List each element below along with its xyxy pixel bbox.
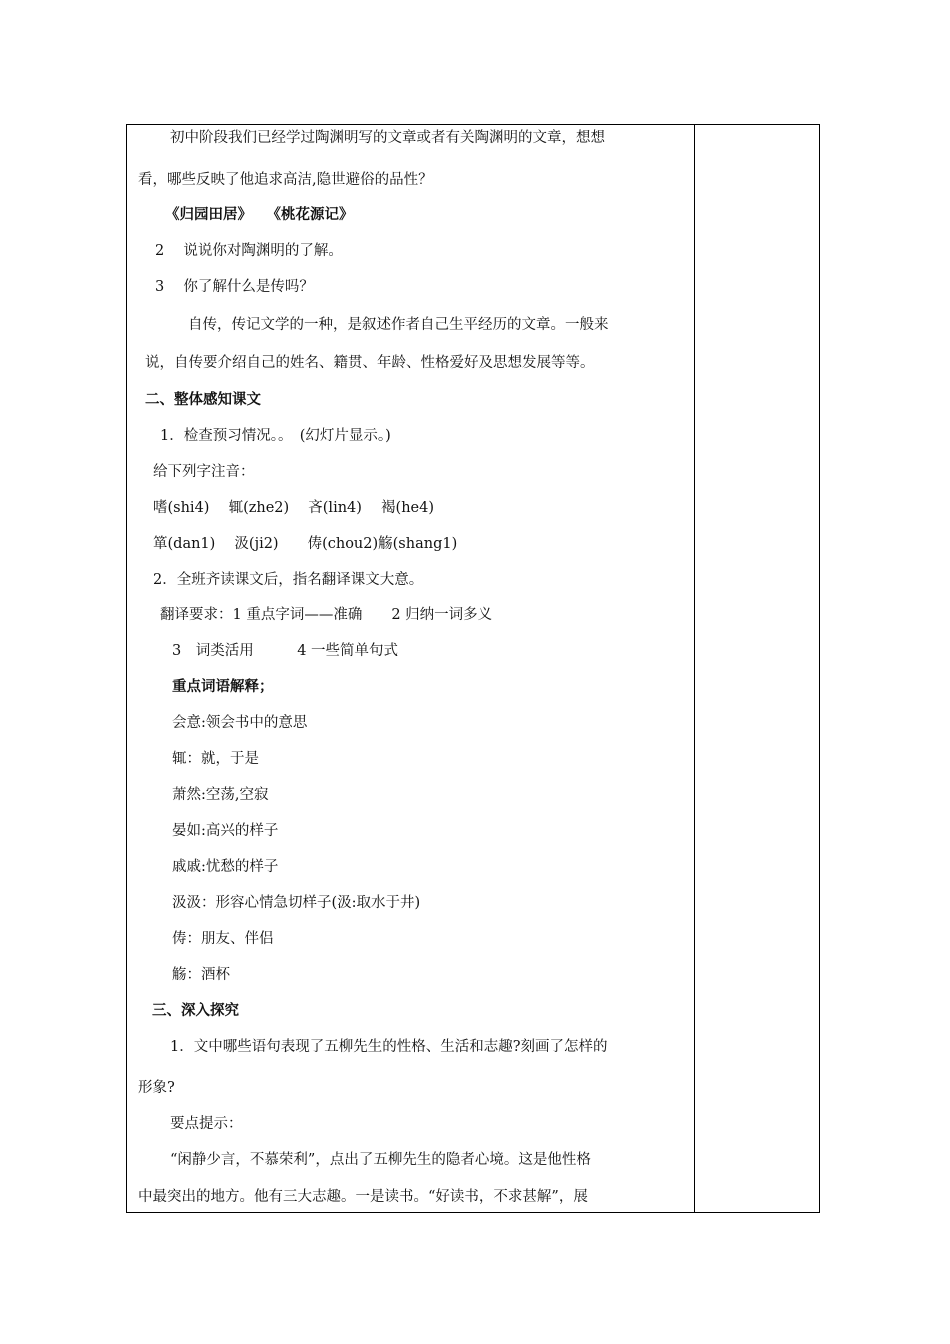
column-divider (694, 124, 695, 1213)
text-line: 箪(dan1) 汲(ji2) 俦(chou2)觞(shang1) (153, 536, 458, 552)
text-line: 《归园田居》 《桃花源记》 (165, 206, 354, 223)
text-line: 初中阶段我们已经学过陶渊明写的文章或者有关陶渊明的文章，想想 (170, 130, 605, 146)
text-line: 看，哪些反映了他追求高洁,隐世避俗的品性？ (138, 172, 433, 188)
text-line: 辄：就，于是 (172, 751, 259, 767)
text-line: 给下列字注音： (153, 464, 255, 480)
text-line: 形象? (138, 1080, 175, 1096)
text-line: 中最突出的地方。他有三大志趣。一是读书。“好读书，不求甚解”，展 (138, 1189, 588, 1205)
text-line: 俦：朋友、伴侣 (172, 931, 274, 947)
text-line: 2 说说你对陶渊明的了解。 (155, 243, 343, 259)
section-heading: 三、深入探究 (152, 1002, 239, 1019)
text-line: 萧然:空荡,空寂 (172, 787, 269, 803)
text-line: 觞：酒杯 (172, 967, 230, 983)
text-line: 要点提示： (170, 1116, 243, 1132)
text-line: 3 词类活用 4 一些简单句式 (172, 643, 399, 659)
text-line: 2．全班齐读课文后，指名翻译课文大意。 (153, 572, 424, 588)
section-heading: 二、整体感知课文 (145, 391, 261, 408)
text-line: 会意:领会书中的意思 (172, 715, 308, 731)
text-line: 1．文中哪些语句表现了五柳先生的性格、生活和志趣?刻画了怎样的 (170, 1039, 608, 1055)
text-line: 汲汲：形容心情急切样子(汲:取水于井) (172, 895, 421, 911)
text-line: 说，自传要介绍自己的姓名、籍贯、年龄、性格爱好及思想发展等等。 (145, 355, 595, 371)
text-line: 1．检查预习情况。。 (幻灯片显示。) (160, 428, 391, 444)
text-line: 3 你了解什么是传吗？ (155, 279, 314, 295)
text-line: “闲静少言，不慕荣利”，点出了五柳先生的隐者心境。这是他性格 (170, 1152, 591, 1168)
text-line: 戚戚:忧愁的样子 (172, 859, 279, 875)
sub-heading: 重点词语解释； (172, 678, 274, 695)
text-line: 晏如:高兴的样子 (172, 823, 279, 839)
text-line: 自传，传记文学的一种，是叙述作者自己生平经历的文章。一般来 (188, 317, 609, 333)
text-line: 翻译要求：1 重点字词——准确 2 归纳一词多义 (160, 607, 493, 623)
text-line: 嗜(shi4) 辄(zhe2) 吝(lin4) 褐(he4) (153, 500, 434, 516)
